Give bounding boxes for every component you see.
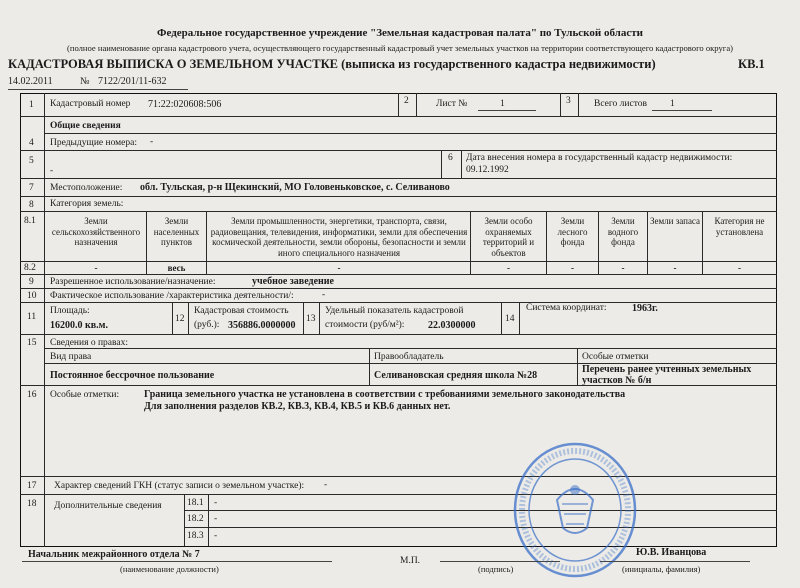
row-number: 16 <box>27 390 37 400</box>
row-number: 13 <box>306 314 316 324</box>
category-not-set: Категория не установлена <box>714 216 765 237</box>
row-separator <box>20 196 777 197</box>
form-code: КВ.1 <box>738 57 765 71</box>
category-reserve: Земли запаса <box>649 216 701 226</box>
position-caption: (наименование должности) <box>120 564 219 574</box>
row-separator <box>20 302 777 303</box>
cell-divider <box>416 93 417 116</box>
row-separator <box>20 274 777 275</box>
row-number: 4 <box>29 138 34 148</box>
permitted-use-label: Разрешенное использование/назначение: <box>50 277 216 287</box>
cadastral-number-label: Кадастровый номер <box>50 99 131 109</box>
row-number: 3 <box>566 96 571 106</box>
institution-name: Федеральное государственное учреждение "Земельная кадастровая палата" по Тульской области <box>157 27 643 39</box>
seal-place-label: М.П. <box>400 556 421 566</box>
name-caption: (инициалы, фамилия) <box>622 564 701 574</box>
special-notes-label: Особые отметки: <box>50 390 120 400</box>
category-value: - <box>673 263 677 273</box>
sheet-underline <box>478 110 536 111</box>
row-number: 14 <box>505 314 515 324</box>
category-value: - <box>94 263 98 273</box>
cell-divider <box>188 302 189 334</box>
row-number: 6 <box>448 153 453 163</box>
document-title: КАДАСТРОВАЯ ВЫПИСКА О ЗЕМЕЛЬНОМ УЧАСТКЕ (выписка из государственного кадастра недвижимости) <box>8 57 656 71</box>
row-number: 17 <box>27 481 37 491</box>
category-industry: Земли промышленности, энергетики, транспорта, связи, радиовещания, телевидения, информатики, земли для обеспечения космической деятельности, земли обороны, безопасности и земли иного специального назначения <box>210 216 468 258</box>
cell-divider <box>208 494 209 546</box>
row-number: 8 <box>29 200 34 210</box>
row-separator <box>20 288 777 289</box>
location-label: Местоположение: <box>50 183 123 193</box>
row5-value: - <box>50 166 54 176</box>
row-number: 7 <box>29 183 34 193</box>
specific-cost-label: Удельный показатель кадастровой <box>325 306 464 316</box>
cell-divider <box>578 93 579 116</box>
category-forest: Земли лесного фонда <box>557 216 588 247</box>
category-value: весь <box>167 263 186 273</box>
sheet-value: 1 <box>500 99 505 109</box>
cell-divider <box>172 302 173 334</box>
row-number: 15 <box>27 338 37 348</box>
area-label: Площадь: <box>50 306 90 316</box>
row-separator <box>20 178 777 179</box>
row-separator <box>20 116 777 117</box>
actual-use-label: Фактическое использование /характеристика деятельности/: <box>50 291 294 301</box>
cell-divider <box>441 150 442 178</box>
cadastral-cost-label: Кадастровая стоимость <box>194 306 289 316</box>
rights-label: Сведения о правах: <box>50 338 128 348</box>
special-notes-line1: Граница земельного участка не установлена в соответствии с требованиями земельного законодательства <box>144 389 626 400</box>
official-position: Начальник межрайонного отдела № 7 <box>28 549 200 560</box>
additional-info-value: - <box>214 531 218 541</box>
right-holder-header: Правообладатель <box>374 352 444 362</box>
category-settlements: Земли населенных пунктов <box>153 216 200 247</box>
category-protected: Земли особо охраняемых территорий и объектов <box>482 216 535 258</box>
table-left-border <box>20 93 21 547</box>
row-separator <box>20 334 777 335</box>
cell-divider <box>519 302 520 334</box>
specific-cost-unit: стоимости (руб/м²): <box>325 320 405 330</box>
total-underline <box>652 110 712 111</box>
coord-system-value: 1963г. <box>632 303 658 314</box>
rights-type-header: Вид права <box>50 352 92 362</box>
row-separator <box>184 510 777 511</box>
row-separator <box>20 476 777 477</box>
document-date: 14.02.2011 <box>8 76 53 87</box>
special-marks-value: Перечень ранее учтенных земельных <box>582 364 752 375</box>
row-number: 18.1 <box>187 498 204 508</box>
special-notes-line2: Для заполнения разделов КВ.2, КВ.3, КВ.4, КВ.5 и КВ.6 данных нет. <box>144 401 451 412</box>
row-number: 8.2 <box>24 263 36 273</box>
rights-divider <box>369 348 370 385</box>
category-divider <box>206 211 207 274</box>
category-value: - <box>507 263 510 273</box>
row-separator <box>20 261 777 262</box>
additional-info-value: - <box>214 498 218 508</box>
cadastral-cost-unit: (руб.): <box>194 320 220 330</box>
permitted-use-value: учебное заведение <box>252 276 334 287</box>
rights-type-value: Постоянное бессрочное пользование <box>50 370 215 381</box>
additional-info-value: - <box>214 514 218 524</box>
number-label: № <box>80 76 90 87</box>
row-number: 18.3 <box>187 531 204 541</box>
position-underline <box>22 561 332 562</box>
registration-date-label: Дата внесения номера в государственный кадастр недвижимости: <box>466 153 733 163</box>
total-sheets-label: Всего листов <box>594 99 647 109</box>
row-number: 9 <box>29 277 34 287</box>
specific-cost-value: 22.0300000 <box>428 320 476 331</box>
category-value: - <box>337 263 341 273</box>
gkn-status-value: - <box>324 480 328 490</box>
row-separator <box>20 385 777 386</box>
official-seal-stamp <box>512 440 638 580</box>
rights-divider <box>577 348 578 385</box>
category-water: Земли водного фонда <box>607 216 639 247</box>
row-separator <box>20 211 777 212</box>
cell-divider <box>319 302 320 334</box>
row-number: 18 <box>27 499 37 509</box>
row-separator <box>44 348 777 349</box>
row-number: 10 <box>27 291 37 301</box>
land-category-label: Категория земель: <box>50 199 124 209</box>
area-value: 16200.0 кв.м. <box>50 320 108 331</box>
cadastral-number-value: 71:22:020608:506 <box>148 99 222 110</box>
right-holder-value: Селивановская средняя школа №28 <box>374 370 538 381</box>
cell-divider <box>303 302 304 334</box>
row-number: 11 <box>27 312 37 322</box>
coord-system-label: Система координат: <box>526 303 607 313</box>
additional-info-label: Дополнительные сведения <box>54 501 162 511</box>
row-separator <box>44 133 777 134</box>
gkn-status-label: Характер сведений ГКН (статус записи о земельном участке): <box>54 481 305 491</box>
document-number: 7122/201/11-632 <box>98 76 167 87</box>
signature-underline <box>440 561 560 562</box>
row-number: 5 <box>29 156 34 166</box>
cell-divider <box>501 302 502 334</box>
cadastral-cost-value: 356886.0000000 <box>228 320 296 331</box>
location-value: обл. Тульская, р-н Щекинский, МО Головеньковское, с. Селиваново <box>140 182 450 193</box>
category-value: - <box>621 263 625 273</box>
row-number: 2 <box>404 96 409 106</box>
total-sheets-value: 1 <box>670 99 675 109</box>
previous-numbers-label: Предыдущие номера: <box>50 138 137 148</box>
row-separator <box>20 150 777 151</box>
row-separator <box>184 527 777 528</box>
row-number: 12 <box>175 314 185 324</box>
row-separator <box>20 494 777 495</box>
sheet-label: Лист № <box>436 99 468 109</box>
cell-divider <box>461 150 462 178</box>
category-value: - <box>571 263 574 273</box>
cell-divider <box>398 93 399 116</box>
registration-date-value: 09.12.1992 <box>466 165 509 175</box>
institution-subtitle: (полное наименование органа кадастрового учета, осуществляющего государственный кадастровый учет земельных участков на территории соответствующего кадастрового округа) <box>67 43 733 53</box>
general-section-title: Общие сведения <box>50 121 121 131</box>
category-agricultural: Земли сельскохозяйственного назначения <box>51 216 141 247</box>
date-underline <box>8 89 188 90</box>
name-underline <box>600 561 750 562</box>
official-name: Ю.В. Иванцова <box>636 547 707 558</box>
row-number: 8.1 <box>24 216 36 226</box>
row-number: 18.2 <box>187 514 204 524</box>
category-value: - <box>738 263 741 273</box>
signature-caption: (подпись) <box>478 564 514 574</box>
table-right-border <box>776 93 777 547</box>
number-column-divider <box>44 93 45 547</box>
cell-divider <box>184 494 185 546</box>
special-marks-header: Особые отметки <box>582 352 649 362</box>
cell-divider <box>560 93 561 116</box>
row-number: 1 <box>29 100 34 110</box>
actual-use-value: - <box>322 290 326 300</box>
previous-numbers-value: - <box>150 137 154 147</box>
special-marks-value-2: участков № б/н <box>582 375 652 386</box>
